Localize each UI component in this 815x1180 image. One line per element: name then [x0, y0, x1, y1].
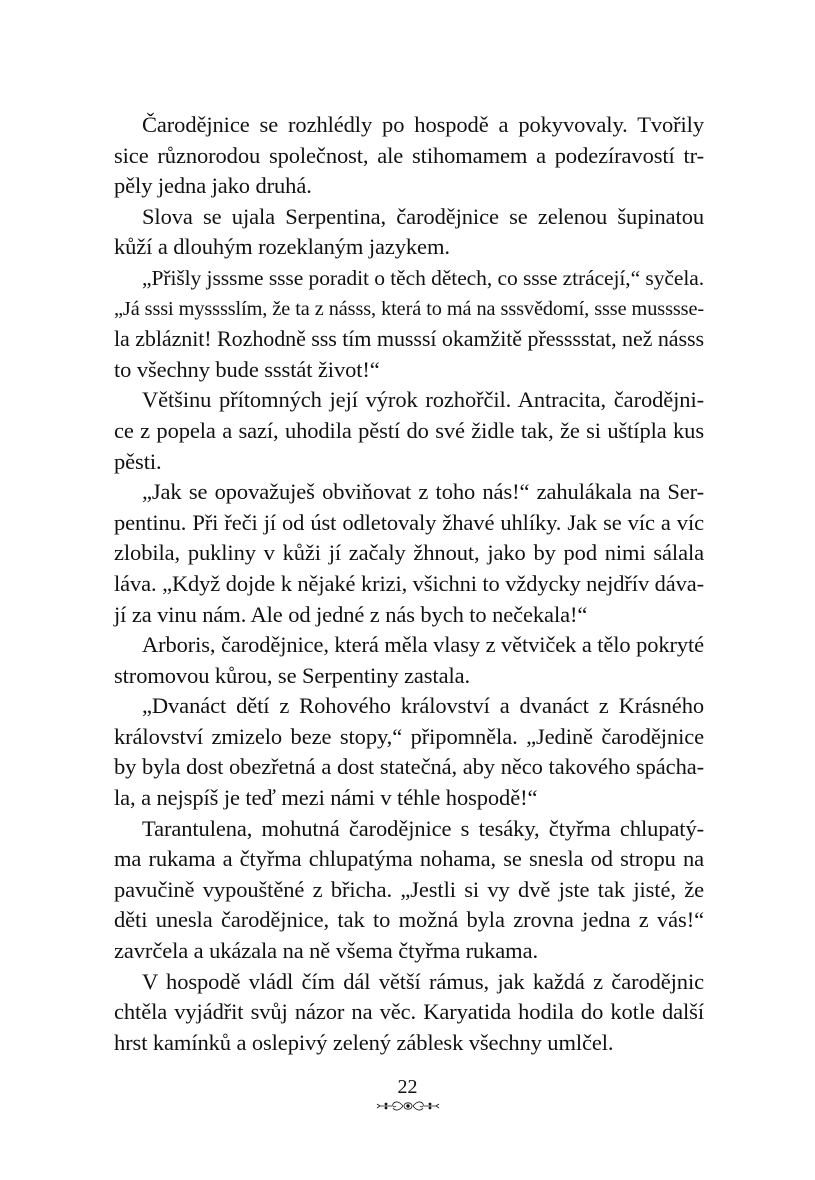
text-line: „Dvanáct dětí z Rohového království a dvanáct z Krásného	[142, 693, 704, 719]
text-line: království zmizelo beze stopy,“ připomněla. „Jedině čarodějnice	[114, 723, 704, 749]
text-line: V hospodě vládl čím dál větší rámus, jak každá z čarodějnic	[142, 968, 704, 994]
text-line: la, a nejspíš je teď mezi námi v téhle hospodě!“	[114, 785, 538, 811]
text-line: zavrčela a ukázala na ně všema čtyřma rukama.	[114, 938, 539, 964]
paragraph	[114, 202, 704, 263]
text-line: la zbláznit! Rozhodně sss tím musssí okamžitě přesssstat, než násss	[114, 326, 704, 352]
text-line: děti unesla čarodějnice, tak to možná byla zrovna jedna z vás!“	[114, 907, 704, 933]
text-line: Čarodějnice se rozhlédly po hospodě a pokyvovaly. Tvořily	[142, 112, 704, 137]
text-line: sice různorodou společnost, ale stihomamem a podezíravostí tr-	[114, 142, 704, 168]
text-line: to všechny bude ssstát život!“	[114, 356, 380, 382]
text-line: pentinu. Při řeči jí od úst odletovaly žhavé uhlíky. Jak se víc a víc	[114, 509, 704, 535]
text-line: chtěla vyjádřit svůj názor na věc. Karyatida hodila do kotle další	[114, 999, 704, 1025]
text-line: Většinu přítomných její výrok rozhořčil. Antracita, čarodějni-	[142, 387, 704, 413]
text-line: hrst kamínků a oslepivý zelený záblesk všechny umlčel.	[114, 1029, 614, 1055]
text-line: „Přišly jsssme ssse poradit o těch dětech, co ssse ztrácejí,“ syčela.	[142, 265, 704, 290]
book-page-text	[114, 110, 704, 1058]
paragraph	[114, 630, 704, 691]
paragraph	[114, 967, 704, 1059]
text-line: by byla dost obezřetná a dost statečná, aby něco takového spácha-	[114, 754, 704, 780]
text-line: pěly jedna jako druhá.	[114, 173, 312, 199]
text-line: pěsti.	[114, 448, 162, 474]
paragraph	[114, 385, 704, 477]
decorative-flourish-icon	[376, 1100, 440, 1112]
text-line: láva. „Když dojde k nějaké krizi, všichni to vždycky nejdřív dáva-	[114, 570, 704, 596]
text-line: Arboris, čarodějnice, která měla vlasy z větviček a tělo pokryté	[142, 632, 704, 658]
text-line: zlobila, pukliny v kůži jí začaly žhnout, jako by pod nimi sálala	[114, 540, 704, 566]
text-line: stromovou kůrou, se Serpentiny zastala.	[114, 662, 471, 688]
text-line: pavučině vypouštěné z břicha. „Jestli si vy dvě jste tak jisté, že	[114, 876, 704, 902]
paragraph	[114, 110, 704, 202]
paragraph	[114, 691, 704, 813]
page-footer	[0, 1076, 815, 1112]
text-line: Tarantulena, mohutná čarodějnice s tesáky, čtyřma chlupatý-	[142, 815, 704, 841]
text-line: kůží a dlouhým rozeklaným jazykem.	[114, 234, 450, 260]
paragraph	[114, 477, 704, 630]
text-line: „Jak se opovažuješ obviňovat z toho nás!“ zahulákala na Ser-	[142, 479, 704, 505]
paragraph	[114, 814, 704, 967]
text-line: „Já sssi mysssslím, že ta z násss, která to má na sssvědomí, ssse musssse-	[114, 297, 704, 320]
text-line: ma rukama a čtyřma chlupatýma nohama, se snesla od stropu na	[114, 846, 704, 872]
text-line: jí za vinu nám. Ale od jedné z nás bych to nečekala!“	[114, 601, 588, 627]
text-line: Slova se ujala Serpentina, čarodějnice se zelenou šupinatou	[142, 203, 704, 229]
text-line: ce z popela a sazí, uhodila pěstí do své židle tak, že si uštípla kus	[114, 417, 704, 443]
paragraph	[114, 263, 704, 385]
page-number: 22	[397, 1076, 418, 1098]
